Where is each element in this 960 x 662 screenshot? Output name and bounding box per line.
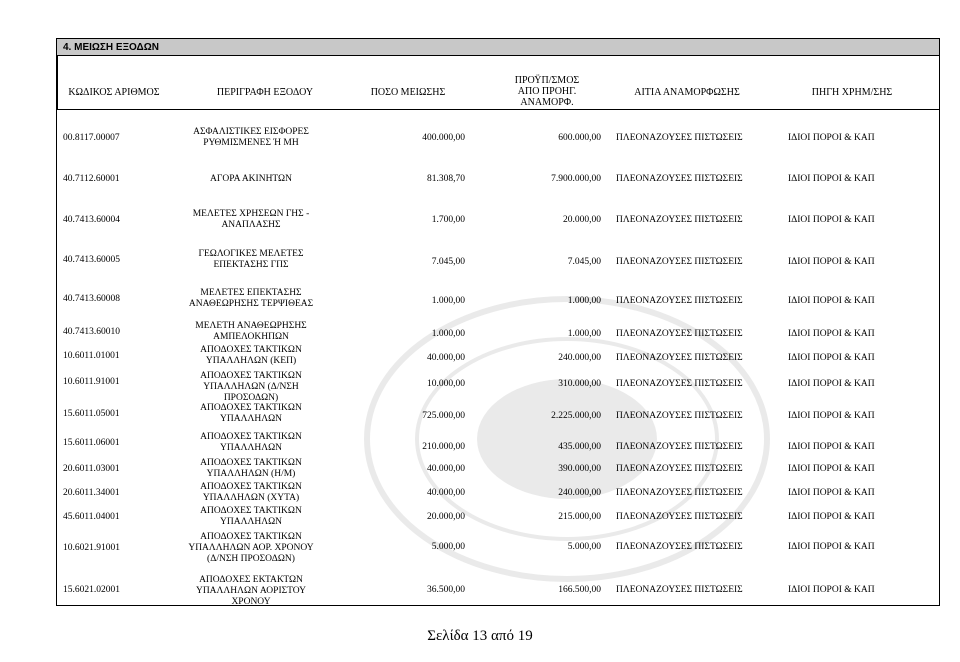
row-code: 15.6011.05001 <box>63 409 120 419</box>
row-code: 10.6011.91001 <box>63 377 120 387</box>
desc-line: ΑΓΟΡΑ ΑΚΙΝΗΤΩΝ <box>210 174 292 184</box>
row-source: ΙΔΙΟΙ ΠΟΡΟΙ & ΚΑΠ <box>788 379 875 389</box>
row-description <box>177 321 325 343</box>
row-reduction: 7.045,00 <box>431 257 465 267</box>
row-description <box>177 249 325 271</box>
row-prior: 5.000,00 <box>567 542 601 552</box>
desc-line: ΜΕΛΕΤΗ ΑΝΑΘΕΩΡΗΣΗΣ <box>195 321 307 331</box>
row-prior: 7.900.000,00 <box>551 174 601 184</box>
row-reduction: 1.000,00 <box>431 329 465 339</box>
row-description <box>177 174 325 185</box>
desc-line: ΑΣΦΑΛΙΣΤΙΚΕΣ ΕΙΣΦΟΡΕΣ <box>193 127 309 137</box>
section-title: 4. ΜΕΙΩΣΗ ΕΞΟΔΩΝ <box>57 39 939 56</box>
header-divider <box>57 56 58 109</box>
desc-line: ΑΜΠΕΛΟΚΗΠΩΝ <box>213 332 289 342</box>
row-reason: ΠΛΕΟΝΑΖΟΥΣΕΣ ΠΙΣΤΩΣΕΙΣ <box>616 174 743 184</box>
expense-reduction-table <box>56 38 940 606</box>
row-prior: 390.000,00 <box>558 464 601 474</box>
row-code: 40.7413.60005 <box>63 255 120 265</box>
row-source: ΙΔΙΟΙ ΠΟΡΟΙ & ΚΑΠ <box>788 257 875 267</box>
row-description <box>177 575 325 608</box>
row-code: 00.8117.00007 <box>63 133 120 143</box>
row-reason: ΠΛΕΟΝΑΖΟΥΣΕΣ ΠΙΣΤΩΣΕΙΣ <box>616 296 743 306</box>
row-code: 10.6011.01001 <box>63 351 120 361</box>
row-prior: 2.225.000,00 <box>551 411 601 421</box>
desc-line: ΥΠΑΛΛΗΛΩΝ (ΧΥΤΑ) <box>202 493 300 503</box>
row-code: 40.7413.60004 <box>63 215 120 225</box>
desc-line: ΥΠΑΛΛΗΛΩΝ <box>219 517 283 527</box>
desc-line: ΑΠΟΔΟΧΕΣ ΕΚΤΑΚΤΩΝ <box>199 575 303 585</box>
header-prior-line1: ΠΡΟΫΠ/ΣΜΟΣ <box>514 75 580 86</box>
row-source: ΙΔΙΟΙ ΠΟΡΟΙ & ΚΑΠ <box>788 488 875 498</box>
header-prior-line2: ΑΠΟ ΠΡΟΗΓ. <box>517 86 577 97</box>
row-description <box>177 432 325 454</box>
desc-line: ΥΠΑΛΛΗΛΩΝ <box>219 443 283 453</box>
row-source: ΙΔΙΟΙ ΠΟΡΟΙ & ΚΑΠ <box>788 411 875 421</box>
row-reason: ΠΛΕΟΝΑΖΟΥΣΕΣ ΠΙΣΤΩΣΕΙΣ <box>616 411 743 421</box>
row-source: ΙΔΙΟΙ ΠΟΡΟΙ & ΚΑΠ <box>788 133 875 143</box>
desc-line: ΥΠΑΛΛΗΛΩΝ (Η/Μ) <box>206 469 296 479</box>
row-reason: ΠΛΕΟΝΑΖΟΥΣΕΣ ΠΙΣΤΩΣΕΙΣ <box>616 542 743 552</box>
row-description <box>177 532 325 565</box>
row-reduction: 725.000,00 <box>422 411 465 421</box>
row-source: ΙΔΙΟΙ ΠΟΡΟΙ & ΚΑΠ <box>788 174 875 184</box>
header-source: ΠΗΓΗ ΧΡΗΜ/ΣΗΣ <box>811 87 893 98</box>
row-reduction: 36.500,00 <box>427 585 465 595</box>
row-source: ΙΔΙΟΙ ΠΟΡΟΙ & ΚΑΠ <box>788 215 875 225</box>
row-code: 40.7413.60008 <box>63 294 120 304</box>
row-code: 15.6011.06001 <box>63 438 120 448</box>
row-reduction: 40.000,00 <box>427 464 465 474</box>
desc-line: ΥΠΑΛΛΗΛΩΝ ΑΟΡΙΣΤΟΥ ΧΡΟΝΟΥ <box>195 586 307 607</box>
row-prior: 435.000,00 <box>558 442 601 452</box>
row-prior: 7.045,00 <box>567 257 601 267</box>
row-reason: ΠΛΕΟΝΑΖΟΥΣΕΣ ΠΙΣΤΩΣΕΙΣ <box>616 488 743 498</box>
row-reason: ΠΛΕΟΝΑΖΟΥΣΕΣ ΠΙΣΤΩΣΕΙΣ <box>616 585 743 595</box>
row-reduction: 210.000,00 <box>422 442 465 452</box>
desc-line: ΑΠΟΔΟΧΕΣ ΤΑΚΤΙΚΩΝ <box>200 482 302 492</box>
row-reason: ΠΛΕΟΝΑΖΟΥΣΕΣ ΠΙΣΤΩΣΕΙΣ <box>616 257 743 267</box>
row-prior: 166.500,00 <box>558 585 601 595</box>
row-reduction: 20.000,00 <box>427 512 465 522</box>
header-description: ΠΕΡΙΓΡΑΦΗ ΕΞΟΔΟΥ <box>216 87 314 98</box>
row-reason: ΠΛΕΟΝΑΖΟΥΣΕΣ ΠΙΣΤΩΣΕΙΣ <box>616 133 743 143</box>
desc-line: ΑΠΟΔΟΧΕΣ ΤΑΚΤΙΚΩΝ <box>200 345 302 355</box>
row-reduction: 40.000,00 <box>427 488 465 498</box>
row-source: ΙΔΙΟΙ ΠΟΡΟΙ & ΚΑΠ <box>788 296 875 306</box>
row-reason: ΠΛΕΟΝΑΖΟΥΣΕΣ ΠΙΣΤΩΣΕΙΣ <box>616 215 743 225</box>
row-reduction: 40.000,00 <box>427 353 465 363</box>
desc-line: ΑΠΟΔΟΧΕΣ ΤΑΚΤΙΚΩΝ <box>200 403 302 413</box>
header-reduction: ΠΟΣΟ ΜΕΙΩΣΗΣ <box>370 87 446 98</box>
row-prior: 240.000,00 <box>558 488 601 498</box>
row-description <box>177 403 325 425</box>
row-description <box>177 345 325 367</box>
row-prior: 20.000,00 <box>563 215 601 225</box>
desc-line: ΕΠΕΚΤΑΣΗΣ ΓΠΣ <box>213 260 289 270</box>
desc-line: ΡΥΘΜΙΣΜΕΝΕΣ Ή ΜΗ <box>203 138 299 148</box>
row-prior: 310.000,00 <box>558 379 601 389</box>
desc-line: ΜΕΛΕΤΕΣ ΕΠΕΚΤΑΣΗΣ <box>200 288 302 298</box>
desc-line: ΑΠΟΔΟΧΕΣ ΤΑΚΤΙΚΩΝ <box>200 432 302 442</box>
row-reduction: 5.000,00 <box>431 542 465 552</box>
desc-line: ΑΝΑΘΕΩΡΗΣΗΣ ΤΕΡΨΙΘΕΑΣ <box>188 299 314 309</box>
row-description <box>177 288 325 310</box>
header-prior-line3: ΑΝΑΜΟΡΦ. <box>520 97 574 108</box>
row-reason: ΠΛΕΟΝΑΖΟΥΣΕΣ ΠΙΣΤΩΣΕΙΣ <box>616 353 743 363</box>
row-prior: 240.000,00 <box>558 353 601 363</box>
row-prior: 215.000,00 <box>558 512 601 522</box>
row-reduction: 400.000,00 <box>422 133 465 143</box>
row-reduction: 1.700,00 <box>431 215 465 225</box>
row-source: ΙΔΙΟΙ ΠΟΡΟΙ & ΚΑΠ <box>788 329 875 339</box>
desc-line: ΑΠΟΔΟΧΕΣ ΤΑΚΤΙΚΩΝ <box>200 506 302 516</box>
row-prior: 1.000,00 <box>567 329 601 339</box>
row-prior: 1.000,00 <box>567 296 601 306</box>
row-source: ΙΔΙΟΙ ΠΟΡΟΙ & ΚΑΠ <box>788 464 875 474</box>
row-reduction: 1.000,00 <box>431 296 465 306</box>
header-bottom-rule <box>57 109 939 110</box>
desc-line: ΑΠΟΔΟΧΕΣ ΤΑΚΤΙΚΩΝ <box>200 371 302 381</box>
desc-line: ΑΝΑΠΛΑΣΗΣ <box>221 220 281 230</box>
desc-line: ΑΠΟΔΟΧΕΣ ΤΑΚΤΙΚΩΝ <box>200 458 302 468</box>
desc-line: ΓΕΩΛΟΓΙΚΕΣ ΜΕΛΕΤΕΣ <box>198 249 304 259</box>
row-code: 40.7112.60001 <box>63 174 120 184</box>
row-description <box>177 127 325 149</box>
row-description <box>177 371 325 404</box>
row-reduction: 81.308,70 <box>427 174 465 184</box>
row-code: 40.7413.60010 <box>63 327 120 337</box>
row-source: ΙΔΙΟΙ ΠΟΡΟΙ & ΚΑΠ <box>788 353 875 363</box>
row-source: ΙΔΙΟΙ ΠΟΡΟΙ & ΚΑΠ <box>788 585 875 595</box>
desc-line: (Δ/ΝΣΗ ΠΡΟΣΟΔΩΝ) <box>207 554 295 564</box>
row-reason: ΠΛΕΟΝΑΖΟΥΣΕΣ ΠΙΣΤΩΣΕΙΣ <box>616 442 743 452</box>
row-source: ΙΔΙΟΙ ΠΟΡΟΙ & ΚΑΠ <box>788 442 875 452</box>
row-description <box>177 458 325 480</box>
desc-line: ΥΠΑΛΛΗΛΩΝ (ΚΕΠ) <box>205 356 297 366</box>
desc-line: ΑΠΟΔΟΧΕΣ ΤΑΚΤΙΚΩΝ <box>200 532 302 542</box>
desc-line: ΥΠΑΛΛΗΛΩΝ <box>219 414 283 424</box>
header-prior-budget <box>497 75 597 108</box>
row-description <box>177 506 325 528</box>
row-code: 20.6011.03001 <box>63 464 120 474</box>
row-description <box>177 482 325 504</box>
row-code: 10.6021.91001 <box>63 543 120 553</box>
row-reason: ΠΛΕΟΝΑΖΟΥΣΕΣ ΠΙΣΤΩΣΕΙΣ <box>616 329 743 339</box>
row-description <box>177 209 325 231</box>
desc-line: ΜΕΛΕΤΕΣ ΧΡΗΣΕΩΝ ΓΗΣ - <box>192 209 310 219</box>
row-reason: ΠΛΕΟΝΑΖΟΥΣΕΣ ΠΙΣΤΩΣΕΙΣ <box>616 464 743 474</box>
row-code: 45.6011.04001 <box>63 512 120 522</box>
header-code: ΚΩΔΙΚΟΣ ΑΡΙΘΜΟΣ <box>68 87 160 98</box>
desc-line: ΥΠΑΛΛΗΛΩΝ (Δ/ΝΣΗ ΠΡΟΣΟΔΩΝ) <box>203 382 299 403</box>
row-prior: 600.000,00 <box>558 133 601 143</box>
row-reduction: 10.000,00 <box>427 379 465 389</box>
row-source: ΙΔΙΟΙ ΠΟΡΟΙ & ΚΑΠ <box>788 512 875 522</box>
row-reason: ΠΛΕΟΝΑΖΟΥΣΕΣ ΠΙΣΤΩΣΕΙΣ <box>616 379 743 389</box>
header-reason: ΑΙΤΙΑ ΑΝΑΜΟΡΦΩΣΗΣ <box>634 87 740 98</box>
desc-line: ΥΠΑΛΛΗΛΩΝ ΑΟΡ. ΧΡΟΝΟΥ <box>188 543 314 553</box>
row-code: 15.6021.02001 <box>63 585 120 595</box>
row-reason: ΠΛΕΟΝΑΖΟΥΣΕΣ ΠΙΣΤΩΣΕΙΣ <box>616 512 743 522</box>
row-code: 20.6011.34001 <box>63 488 120 498</box>
page-number: Σελίδα 13 από 19 <box>427 628 533 644</box>
row-source: ΙΔΙΟΙ ΠΟΡΟΙ & ΚΑΠ <box>788 542 875 552</box>
